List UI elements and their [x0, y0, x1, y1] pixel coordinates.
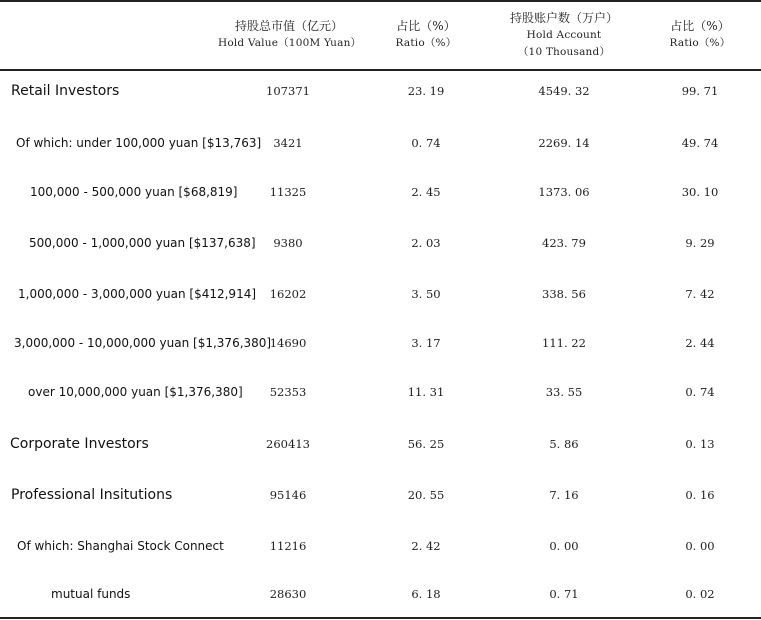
cell-ratio-account: 0. 00 [685, 539, 715, 553]
cell-hold-value: 9380 [273, 236, 303, 250]
cell-ratio-account: 0. 16 [685, 488, 715, 502]
cell-ratio-value: 2. 03 [411, 236, 441, 250]
cell-ratio-account: 9. 29 [685, 236, 715, 250]
table-row-shanghai-stock-connect [0, 534, 761, 558]
cell-ratio-account: 0. 13 [685, 437, 715, 451]
cell-hold-value: 95146 [269, 488, 307, 502]
cell-ratio-account: 99. 71 [681, 84, 719, 98]
cell-hold-account: 2269. 14 [538, 136, 590, 150]
cell-ratio-account: 0. 02 [685, 587, 715, 601]
table-row-corporate-investors [0, 432, 761, 456]
cell-ratio-account: 2. 44 [685, 336, 715, 350]
cell-ratio-value: 0. 74 [411, 136, 441, 150]
table-row-over-10m [0, 380, 761, 404]
header-ratio-value-en: Ratio（%） [395, 37, 457, 49]
cell-hold-account: 7. 16 [549, 488, 579, 502]
header-rule [0, 69, 761, 71]
top-rule [0, 0, 761, 2]
table-row-100k-500k [0, 180, 761, 204]
header-ratio-value [380, 18, 472, 52]
table-row-500k-1m [0, 231, 761, 255]
header-hold-account-en: Hold Account [526, 29, 602, 41]
table-row-1m-3m [0, 282, 761, 306]
cell-ratio-value: 3. 50 [411, 287, 441, 301]
row-label: 3,000,000 - 10,000,000 yuan [$1,376,380] [14, 336, 272, 350]
cell-ratio-account: 49. 74 [681, 136, 719, 150]
table-row-professional-institutions [0, 483, 761, 507]
cell-hold-value: 11325 [269, 185, 307, 199]
header-hold-value-cn: 持股总市值（亿元） [234, 19, 343, 33]
cell-ratio-value: 2. 45 [411, 185, 441, 199]
cell-hold-account: 5. 86 [549, 437, 579, 451]
row-label: over 10,000,000 yuan [$1,376,380] [28, 385, 243, 399]
cell-hold-value: 28630 [269, 587, 307, 601]
cell-ratio-value: 56. 25 [407, 437, 445, 451]
header-hold-value [218, 18, 360, 52]
cell-ratio-value: 23. 19 [407, 84, 445, 98]
table-row-retail-investors [0, 79, 761, 103]
header-hold-account [494, 10, 634, 61]
row-label: Retail Investors [11, 83, 120, 99]
header-ratio-account-en: Ratio（%） [669, 37, 731, 49]
row-label: Of which: under 100,000 yuan [$13,763] [16, 136, 262, 150]
cell-hold-account: 33. 55 [545, 385, 583, 399]
cell-hold-account: 0. 71 [549, 587, 579, 601]
header-hold-account-unit: （10 Thousand） [517, 46, 611, 58]
header-hold-value-en: Hold Value（100M Yuan） [218, 37, 362, 49]
cell-ratio-value: 20. 55 [407, 488, 445, 502]
cell-hold-value: 52353 [269, 385, 307, 399]
row-label: Corporate Investors [10, 436, 149, 452]
row-label: 1,000,000 - 3,000,000 yuan [$412,914] [18, 287, 257, 301]
cell-ratio-account: 0. 74 [685, 385, 715, 399]
cell-ratio-value: 3. 17 [411, 336, 441, 350]
row-label: 500,000 - 1,000,000 yuan [$137,638] [29, 236, 256, 250]
table-row-3m-10m [0, 331, 761, 355]
cell-hold-account: 338. 56 [542, 287, 586, 301]
cell-ratio-value: 2. 42 [411, 539, 441, 553]
cell-hold-value: 16202 [269, 287, 307, 301]
row-label: 100,000 - 500,000 yuan [$68,819] [30, 185, 238, 199]
table-row-mutual-funds [0, 582, 761, 606]
header-hold-account-cn: 持股账户数（万户） [509, 11, 618, 25]
bottom-rule [0, 617, 761, 619]
table-row-under-100k [0, 131, 761, 155]
row-label: Of which: Shanghai Stock Connect [17, 539, 224, 553]
cell-hold-account: 111. 22 [542, 336, 586, 350]
cell-hold-account: 423. 79 [542, 236, 586, 250]
row-label: mutual funds [51, 587, 131, 601]
cell-hold-value: 11216 [269, 539, 307, 553]
header-ratio-account-cn: 占比（%） [670, 19, 730, 33]
cell-hold-account: 4549. 32 [538, 84, 590, 98]
header-ratio-value-cn: 占比（%） [396, 19, 456, 33]
cell-ratio-account: 7. 42 [685, 287, 715, 301]
cell-ratio-account: 30. 10 [681, 185, 719, 199]
cell-hold-account: 1373. 06 [538, 185, 590, 199]
cell-hold-account: 0. 00 [549, 539, 579, 553]
cell-hold-value: 107371 [266, 84, 310, 98]
cell-hold-value: 3421 [273, 136, 303, 150]
cell-hold-value: 260413 [266, 437, 310, 451]
cell-ratio-value: 11. 31 [407, 385, 445, 399]
header-ratio-account [654, 18, 746, 52]
cell-ratio-value: 6. 18 [411, 587, 441, 601]
cell-hold-value: 14690 [269, 336, 307, 350]
row-label: Professional Insitutions [11, 487, 173, 503]
